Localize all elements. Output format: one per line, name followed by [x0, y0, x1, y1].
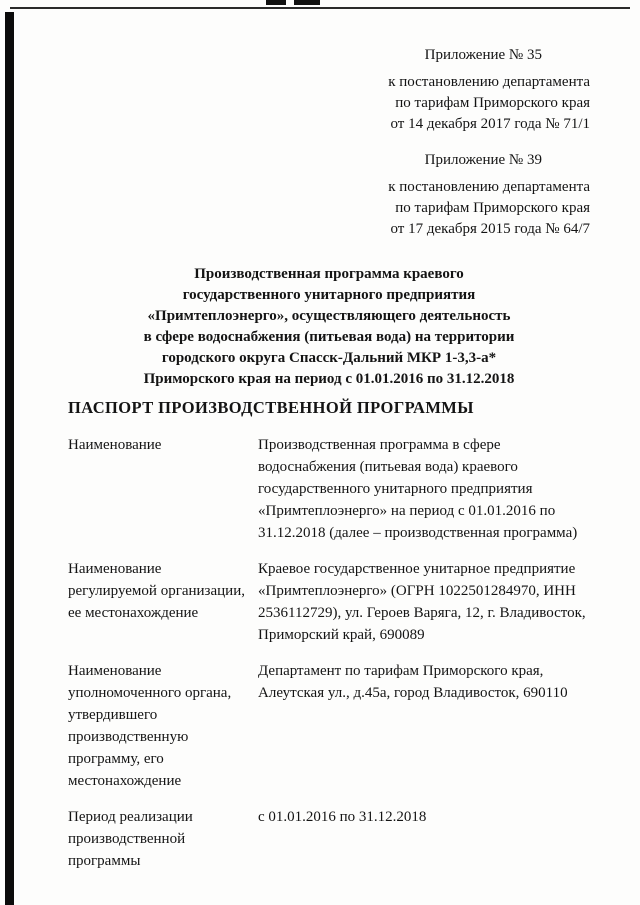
row-label: Наименование регулируемой организации, ее местонахождение: [68, 561, 245, 621]
program-title-line: городского округа Спасск-Дальний МКР 1-3,3-а*: [161, 350, 497, 366]
annex-1-title: Приложение № 35: [424, 47, 542, 63]
annex-1-reference-line: по тарифам Приморского края: [395, 95, 590, 111]
annex-2-reference-line: к постановлению департамента: [388, 179, 590, 195]
program-title-line: «Примтеплоэнерго», осуществляющего деятельность: [147, 308, 511, 324]
row-value: Краевое государственное унитарное предприятие «Примтеплоэнерго» (ОГРН 1022501284970, ИНН 2536112729), ул. Героев Варяга, 12, г. Владивосток, Приморский край, 690089: [258, 561, 586, 643]
annex-1-reference: [68, 72, 590, 135]
program-title: [68, 264, 590, 390]
annex-2-title: Приложение № 39: [424, 152, 542, 168]
row-value: Департамент по тарифам Приморского края, Алеутская ул., д.45а, город Владивосток, 690110: [258, 663, 568, 701]
program-title-line: Приморского края на период с 01.01.2016 по 31.12.2018: [143, 371, 515, 387]
program-title-line: Производственная программа краевого: [194, 266, 464, 282]
row-value: Производственная программа в сфере водоснабжения (питьевая вода) краевого государственного унитарного предприятия «Примтеплоэнерго» на период с 01.01.2016 по 31.12.2018 (далее – производственная программа): [258, 437, 578, 541]
table-row: [68, 660, 590, 792]
annex-2-reference: [68, 177, 590, 240]
row-label: Период реализации производственной программы: [68, 809, 193, 869]
annex-1-reference-line: к постановлению департамента: [388, 74, 590, 90]
row-value: с 01.01.2016 по 31.12.2018: [258, 809, 427, 825]
table-row: [68, 558, 590, 646]
annex-2-reference-line: от 17 декабря 2015 года № 64/7: [390, 221, 590, 237]
passport-table: [68, 434, 590, 872]
row-label: Наименование: [68, 437, 162, 453]
table-row: [68, 806, 590, 872]
table-row: [68, 434, 590, 544]
row-label: Наименование уполномоченного органа, утвердившего производственную программу, его местонахождение: [68, 663, 232, 789]
program-title-line: государственного унитарного предприятия: [182, 287, 476, 303]
program-title-line: в сфере водоснабжения (питьевая вода) на территории: [143, 329, 515, 345]
annex-1-reference-line: от 14 декабря 2017 года № 71/1: [390, 116, 590, 132]
annex-2-reference-line: по тарифам Приморского края: [395, 200, 590, 216]
passport-heading: ПАСПОРТ ПРОИЗВОДСТВЕННОЙ ПРОГРАММЫ: [68, 398, 474, 417]
